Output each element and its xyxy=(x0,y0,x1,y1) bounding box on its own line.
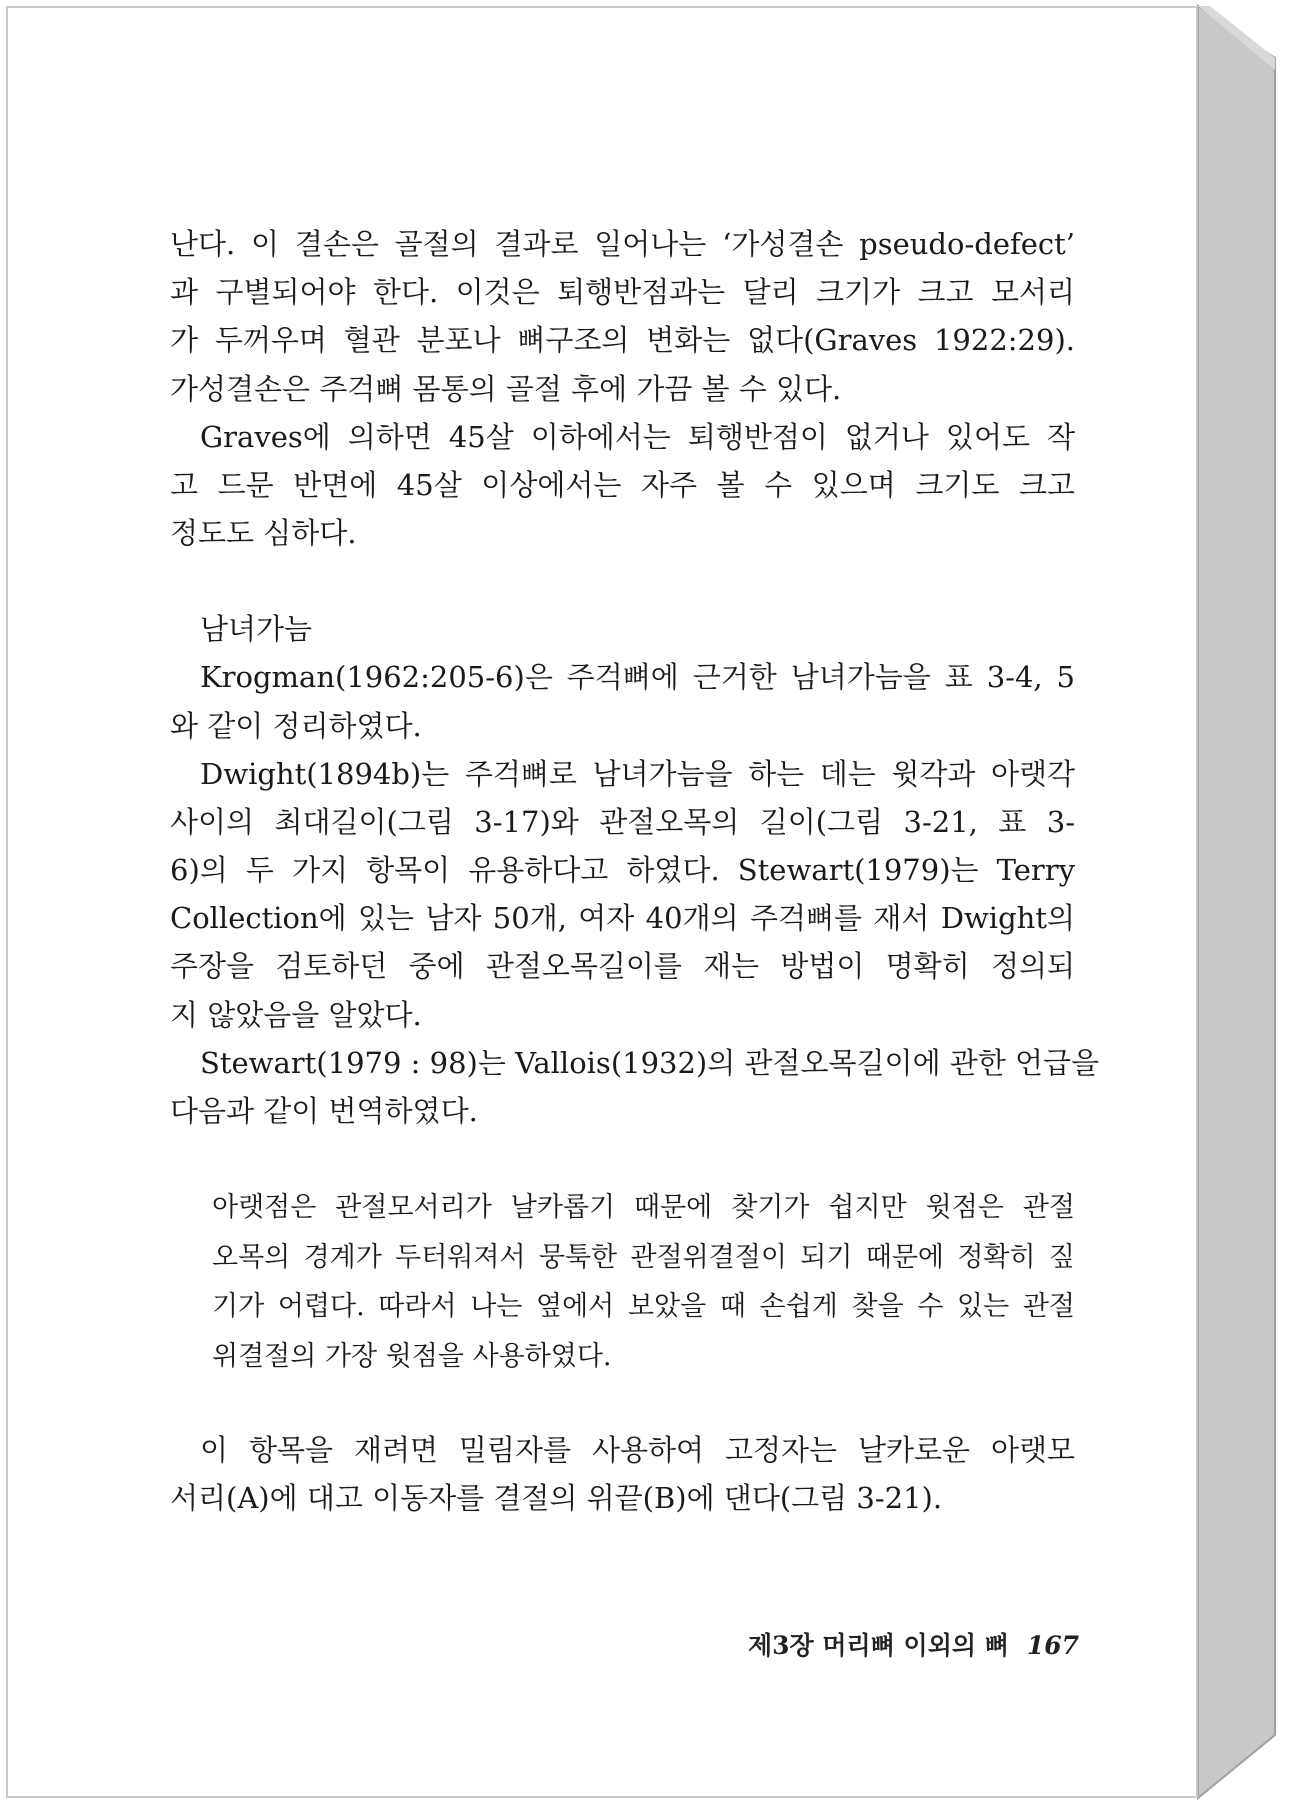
page-number: 167 xyxy=(1026,1631,1080,1660)
text-line: 고 드문 반면에 45살 이상에서는 자주 볼 수 있으며 크기도 크고 xyxy=(170,467,1075,502)
page-body xyxy=(170,220,1100,1523)
text-line: Collection에 있는 남자 50개, 여자 40개의 주걱뼈를 재서 Dwight의 xyxy=(170,901,1075,936)
text-line: Stewart(1979 : 98)는 Vallois(1932)의 관절오목길이에 관한 언급을 xyxy=(200,1045,1100,1080)
text-line: 가성결손은 주걱뼈 몸통의 골절 후에 가끔 볼 수 있다. xyxy=(170,371,842,406)
section-heading: 남녀가늠 xyxy=(200,612,313,647)
quote-line: 기가 어렵다. 따라서 나는 옆에서 보았을 때 손쉽게 찾을 수 있는 관절 xyxy=(212,1291,1075,1323)
chapter-title: 제3장 머리뼈 이외의 뼈 xyxy=(748,1631,1009,1660)
paragraph xyxy=(170,220,1075,413)
quote-line: 위결절의 가장 윗점을 사용하였다. xyxy=(212,1340,612,1372)
book-page xyxy=(6,6,1198,1798)
paragraph xyxy=(170,653,1075,749)
text-line: 가 두꺼우며 혈관 분포나 뼈구조의 변화는 없다(Graves 1922:29). xyxy=(170,323,1075,358)
text-line: 서리(A)에 대고 이동자를 결절의 위끝(B)에 댄다(그림 3-21). xyxy=(170,1481,943,1516)
running-footer xyxy=(748,1626,1079,1662)
text-line: Krogman(1962:205-6)은 주걱뼈에 근거한 남녀가늠을 표 3-4, 5 xyxy=(200,660,1075,695)
text-line: 난다. 이 결손은 골절의 결과로 일어나는 ‘가성결손 pseudo-defect’ xyxy=(170,227,1075,261)
paragraph xyxy=(170,413,1075,558)
quote-line: 아랫점은 관절모서리가 날카롭기 때문에 찾기가 쉽지만 윗점은 관절 xyxy=(212,1192,1075,1224)
text-line: 6)의 두 가지 항목이 유용하다고 하였다. Stewart(1979)는 Terry xyxy=(170,853,1075,888)
block-quote xyxy=(170,1183,1075,1381)
text-line: Dwight(1894b)는 주걱뼈로 남녀가늠을 하는 데는 윗각과 아랫각 xyxy=(200,756,1075,791)
text-line: 와 같이 정리하였다. xyxy=(170,708,422,743)
text-line: Graves에 의하면 45살 이하에서는 퇴행반점이 없거나 있어도 작 xyxy=(200,419,1075,454)
text-line: 사이의 최대길이(그림 3-17)와 관절오목의 길이(그림 3-21, 표 3- xyxy=(170,804,1075,839)
text-line: 주장을 검토하던 중에 관절오목길이를 재는 방법이 명확히 정의되 xyxy=(170,949,1075,984)
text-line: 이 항목을 재려면 밀림자를 사용하여 고정자는 날카로운 아랫모 xyxy=(200,1433,1075,1468)
text-line: 지 않았음을 알았다. xyxy=(170,997,422,1032)
paragraph xyxy=(170,750,1075,1039)
paragraph xyxy=(170,1426,1075,1522)
text-line: 과 구별되어야 한다. 이것은 퇴행반점과는 달리 크기가 크고 모서리 xyxy=(170,275,1075,310)
paragraph xyxy=(170,1039,1100,1135)
quote-line: 오목의 경계가 두터워져서 뭉툭한 관절위결절이 되기 때문에 정확히 짚 xyxy=(212,1241,1075,1273)
text-line: 정도도 심하다. xyxy=(170,516,357,551)
text-line: 다음과 같이 번역하였다. xyxy=(170,1094,478,1128)
